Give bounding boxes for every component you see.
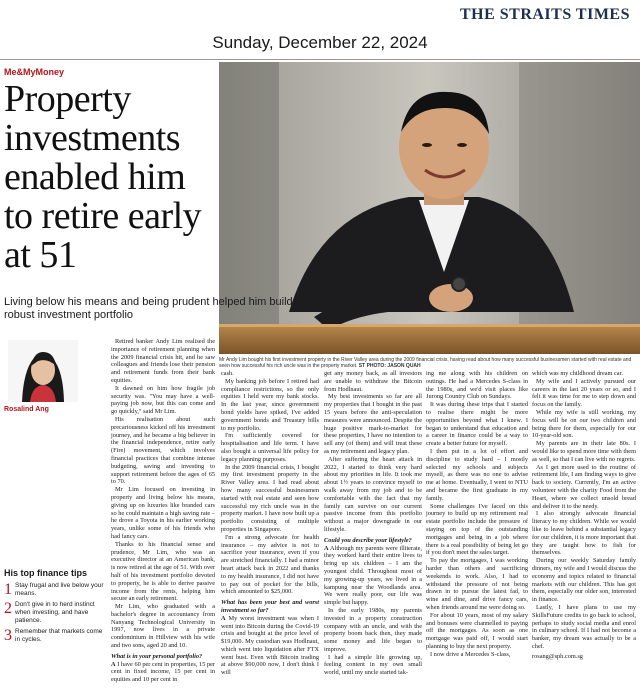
paragraph: It was during these trips that I started to realise there might be more opportunities beyond what I knew. I began to understand that education and a career in finance could be a way to create a better future for myself. [426, 401, 528, 448]
article-column-3 [324, 370, 422, 677]
tip-text: Remember that markets come in cycles. [15, 628, 103, 643]
photo-caption [219, 357, 640, 369]
byline: Rosalind Ang [4, 406, 49, 413]
tips-box [4, 568, 106, 690]
paragraph: ing me along with his children on outings. He had a Mercedes S-class in the 1980s, and we'd visit places like Jurong Country Club on Sundays. [426, 370, 528, 401]
tip-item [4, 628, 106, 644]
byline-avatar [8, 340, 78, 402]
answer [221, 615, 319, 677]
tip-item [4, 601, 106, 625]
paragraph: Lastly, I have plans to use my SkillsFuture credits to go back to school, perhaps to study social media and enrol in culinary school. If I had not become a banker, my dream was actually to be a chef. [532, 603, 636, 650]
page-date: Sunday, December 22, 2024 [212, 33, 428, 52]
paragraph: Mr Lim focused on investing in property and living below his means, giving up on luxuries like branded cars so he could maintain a high saving rate – he drove a Toyota in his earlier working years, unlike some of his friends who had fancy cars. [111, 486, 215, 540]
standfirst: Living below his means and being prudent helped him build robust investment portfolio [4, 296, 293, 321]
question: What is in your personal portfolio? [111, 652, 203, 660]
paragraph: Thanks to his financial sense and prudence, Mr Lim, who was an executive director at an American bank, is now retired at the age of 51. With over half of his investment portfolio devoted to property, he is able to derive passive income from the rents, helping him secure an early retirement. [111, 540, 215, 603]
article-column-2 [221, 370, 319, 677]
tip-item [4, 582, 106, 598]
article-column-5 [532, 370, 636, 660]
tip-number: 2 [4, 600, 12, 617]
paragraph: I'm sufficiently covered for hospitalisation and life term. I have also bought a universal life policy for legacy planning purposes. [221, 432, 319, 463]
article-column-4 [426, 370, 528, 658]
headline: Property investments enabled him to retire early at 51 [4, 78, 202, 276]
paragraph: cash. [221, 370, 234, 377]
photo-credit: ST PHOTO: JASON QUAH [358, 363, 421, 369]
answer [324, 545, 422, 607]
paragraph: While my wife is still working, my focus will be on our two children and being there for them, especially for our 10-year-old son. [532, 408, 636, 440]
tip-text: Stay frugal and live below your means. [15, 582, 104, 597]
paragraph: I had a simple life growing up, feeling content in my own small world, until my uncle started tak- [324, 653, 422, 677]
paragraph: In the early 1980s, my parents invested in a property construction company with an uncle, and with the property boom back then, they made some money and life began to improve. [324, 606, 422, 653]
tip-text: Don't give in to herd instinct when investing, and have patience. [15, 601, 95, 624]
paragraph: I also strongly advocate financial literacy to my children. While we would like to leave behind a substantial legacy for our children, it is more important that they are taught how to fish for themselves. [532, 510, 636, 557]
paragraph: His realisation about such precariousness kicked off his investment journey, and he became a big believer in the financial independence, retire early (Fire) movement, which involves financial practices that combine intense budgeting, saving and investing to support retirement before the ages of 65 to 70. [111, 415, 215, 486]
paragraph: I now drive a Mercedes S-class, [430, 650, 511, 658]
paragraph: Mr Lim, who graduated with a bachelor's degree in accountancy from Nanyang Technological University in 1997, now lives in a private condominium in Hillview with his wife and two sons, aged 20 and 10. [111, 603, 215, 650]
paragraph: get any money back, as all investors are unable to withdraw the Bitcoin from Hodlnaut. [324, 370, 422, 393]
section-label: Me&MyMoney [4, 67, 65, 77]
answer-label: A [324, 544, 329, 552]
paragraph: I then put in a lot of effort and discipline to study hard – I mostly selected my schools and subjects myself, as there was no one to advise me at home. Eventually, I went to NTU and became the first graduate in my family. [426, 447, 528, 502]
author-email[interactable]: rosang@sph.com.sg [532, 652, 583, 660]
tip-number: 1 [4, 581, 12, 598]
answer-text: My worst investment was when I went into Bitcoin during the Covid-19 crisis and bought at the price level of $19,000. My custodian was Hodlnaut, which went into liquidation after FTX went bust. Even with Bitcoin trading at above $90,000 now, I don't think I will [221, 614, 319, 677]
masthead: THE STRAITS TIMES [459, 6, 630, 23]
paragraph: I'm a strong advocate for health insurance – my advice is not to sacrifice your insurance, even if you are stretched financially. I had a minor heart attack back in 2022 and thanks to my health insurance, I did not have to pay out of pocket for the bills, which amounted to $25,000. [221, 533, 319, 596]
article-column-1 [111, 338, 215, 684]
paragraph: It dawned on him how fragile job security was. "You may have a well-paying job now, but this can come and go quickly," said Mr Lim. [111, 384, 215, 416]
paragraph: After suffering the heart attack in 2022, I started to think very hard about my priorities in life. It took me about 1½ years to convince myself to walk away from my job and to be comfortable with the fact that my family can survive on our current passive income from this portfolio without a major downgrade in our lifestyle. [324, 455, 422, 533]
avatar-illustration [8, 340, 78, 402]
answer [111, 661, 215, 684]
answer-text: Although my parents were illiterate, they worked hard their entire lives to bring up six children – I am the youngest child. Throughout most of my growing-up years, we lived in a kampung near the Woodlands area. We were really poor, our life was simple but happy. [324, 544, 422, 607]
paragraph: Some challenges I've faced on this journey to build up my retirement real estate portfolio include the pressure of staying on top of the outstanding mortgages and being in a job where there is a real possibility of being let go if you don't meet the sales target. [426, 502, 528, 557]
paragraph: My parents are in their late 80s. I would like to spend more time with them as well, so that I can live with no regrets. [532, 440, 636, 463]
answer-label: A [221, 614, 226, 622]
answer-text: I have 60 per cent in properties, 15 per cent in fixed income, 15 per cent in equities and 10 per cent in [111, 660, 216, 684]
paragraph: To pay the mortgages, I was working harder than others and sacrificing weekends to work. Also, I had to withstand the pressure of not being drawn in to pursue the latest fad, to wine and dine, and drive fancy cars, when friends around me were doing so. [426, 557, 528, 611]
question: Could you describe your lifestyle? [324, 536, 412, 544]
paragraph: During our weekly Saturday family dinners, my wife and I would discuss the economy and topics related to financial markets with our children. This has got them, especially our older son, interested in finance. [532, 557, 636, 604]
question: What has been your best and worst investment so far? [221, 599, 319, 614]
paragraph: In the 2009 financial crisis, I bought my first investment property in the River Valley area. I had read about how many successful businessmen started with real estate and seen how successful my rich uncle was in the property market. I have now built up a portfolio consisting of multiple properties in Singapore. [221, 463, 319, 533]
paragraph: My banking job before I retired had compliance restrictions, so the only equities I held were my bank stocks. In the last year, since government bond yields have spiked, I've added government bonds and Treasury bills to my portfolio. [221, 377, 319, 432]
tips-title: His top finance tips [4, 568, 88, 578]
answer-label: A [111, 660, 116, 668]
caption-text: Mr Andy Lim bought his first investment property in the River Valley area during the 2009 financial crisis, having read about how many successful businessmen started with real estate and seen how successful his rich uncle was in the property market. [219, 357, 632, 369]
paragraph: As I get more used to the routine of retirement life, I am finding ways to give back to society. Currently, I'm an active volunteer with the charity Food from the Heart, where we collect unsold bread and deliver it to the needy. [532, 463, 636, 510]
paragraph: My wife and I actively pursued our careers in the last 20 years or so, and I felt it was time for me to step down and focus on the family. [532, 377, 636, 409]
paragraph: Retired banker Andy Lim realised the importance of retirement planning when the 2009 financial crisis hit, and he saw colleagues and friends lose their pension and retirement funds from their bank equities. [111, 338, 215, 384]
paragraph: For about 10 years, most of my salary and bonuses were channelled to paying off the mortgages. As soon as one mortgage was paid off, I would start planning to buy the next property. [426, 611, 528, 650]
paragraph: which was my childhood dream car. [532, 370, 623, 377]
paragraph: My best investments so far are all my properties that I bought in the past 15 years before the anti-speculation measures were announced. Despite the huge positive mark-to-market for these properties, I have no intention to sell any (of them) and will treat these as my retirement and legacy plan. [324, 393, 422, 455]
header-divider [0, 59, 640, 60]
tip-number: 3 [4, 627, 12, 644]
